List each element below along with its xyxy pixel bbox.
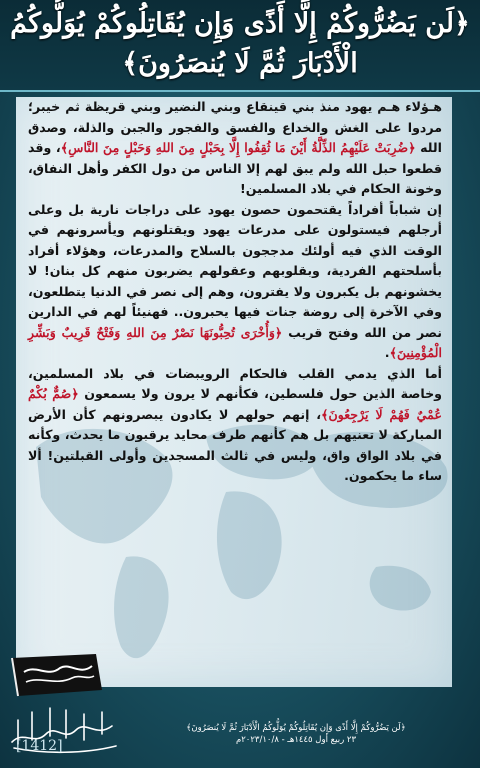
footer-caption-title: ﴿لَن يَضُرُّوكُمْ إِلَّا أَذًى وَإِن يُقَاتِلُوكُمْ يُوَلُّوكُمُ الْأَدْبَارَ ثُمَّ لَا يُنصَرُونَ﴾ (186, 723, 406, 733)
paragraph-1-text-a: هـؤلاء هـم يهود منذ بني قينقاع وبني النضير وبني قريظة ثم خيبر؛ مردوا على الغش والخداع والفسق والفجور والجبن والذلة، وصدق الله (28, 99, 442, 155)
paragraph-3 (28, 364, 442, 487)
footer-caption-date: ٢٣ ربيع أول ١٤٤٥هـ - ٢٠٢٣/١٠/٨م (235, 735, 357, 745)
quran-quote-3: ﴿صُمٌّ بُكْمٌ عُمْيٌ فَهُمْ لَا يَرْجِعُونَ﴾ (28, 386, 442, 422)
footer-caption (120, 722, 472, 746)
paragraph-1 (28, 97, 442, 200)
paragraph-3-text-b: ، إنهم حولهم لا يكادون يبصرونهم كأن الأرض المباركة لا تعنيهم بل هم كأنهم طرف محايد يرقبون ما يحدث، وكأنه في بلاد الواق واق، وليس في ثالث المسجدين وأولى القبلتين! ألا ساء ما يحكمون. (28, 406, 442, 483)
quran-quote-2: ﴿وَأُخْرَى تُحِبُّونَهَا نَصْرٌ مِنَ اللهِ وَفَتْحٌ قَرِيبٌ وَبَشِّرِ الْمُؤْمِنِينَ﴾ (28, 324, 442, 360)
article-card (16, 97, 452, 687)
article-body (28, 97, 442, 487)
paragraph-3-text-a: أما الذي يدمي القلب فالحكام الرويبضات في بلاد المسلمين، وخاصة الذين حول فلسطين، فكأنهم لا يرون ولا يسمعون (28, 365, 443, 401)
header-banner (0, 0, 480, 92)
paragraph-2-text-b: . (384, 345, 390, 360)
header-verse: ﴿لَن يَضُرُّوكُمْ إِلَّا أَذًى وَإِن يُقَاتِلُوكُمْ يُوَلُّوكُمُ الْأَدْبَارَ ثُمَّ لَا يُنصَرُونَ﴾ (10, 8, 470, 79)
page-number: [1412] (16, 738, 63, 754)
paragraph-1-text-b: ، وقد قطعوا حبل الله ولم يبق لهم إلا الناس من دول الكفر وأهل النفاق، وخونة الحكام في بلاد المسلمين! (28, 140, 442, 196)
paragraph-2 (28, 200, 442, 364)
quran-quote-1: ﴿ضُرِبَتْ عَلَيْهِمُ الذِّلَّةُ أَيْنَ مَا ثُقِفُوا إِلَّا بِحَبْلٍ مِنَ اللهِ وَحَبْلٍ مِنَ النَّاسِ﴾ (60, 140, 416, 155)
paragraph-2-text-a: إن شباباً أفراداً يقتحمون حصون يهود على دراجات نارية بل وعلى أرجلهم فيستولون على مدرعات يهود ويقتلونهم ويأسرونهم في الوقت الذي فيه أولئك مدججون بالسلاح والمدرعات، وهؤلاء أفراد بأسلحتهم الفردية، وبقلوبهم وعقولهم يضربون منهم كل بنان! لا يخشونهم بل يكبرون ولا يفترون، وهم إلى نصر في الدنيا يتطلعون، وفي الآخرة إلى روضة جنات فيها يحبرون.. فهنيئاً لهم في الدارين نصر من الله وفتح قريب (28, 201, 443, 340)
